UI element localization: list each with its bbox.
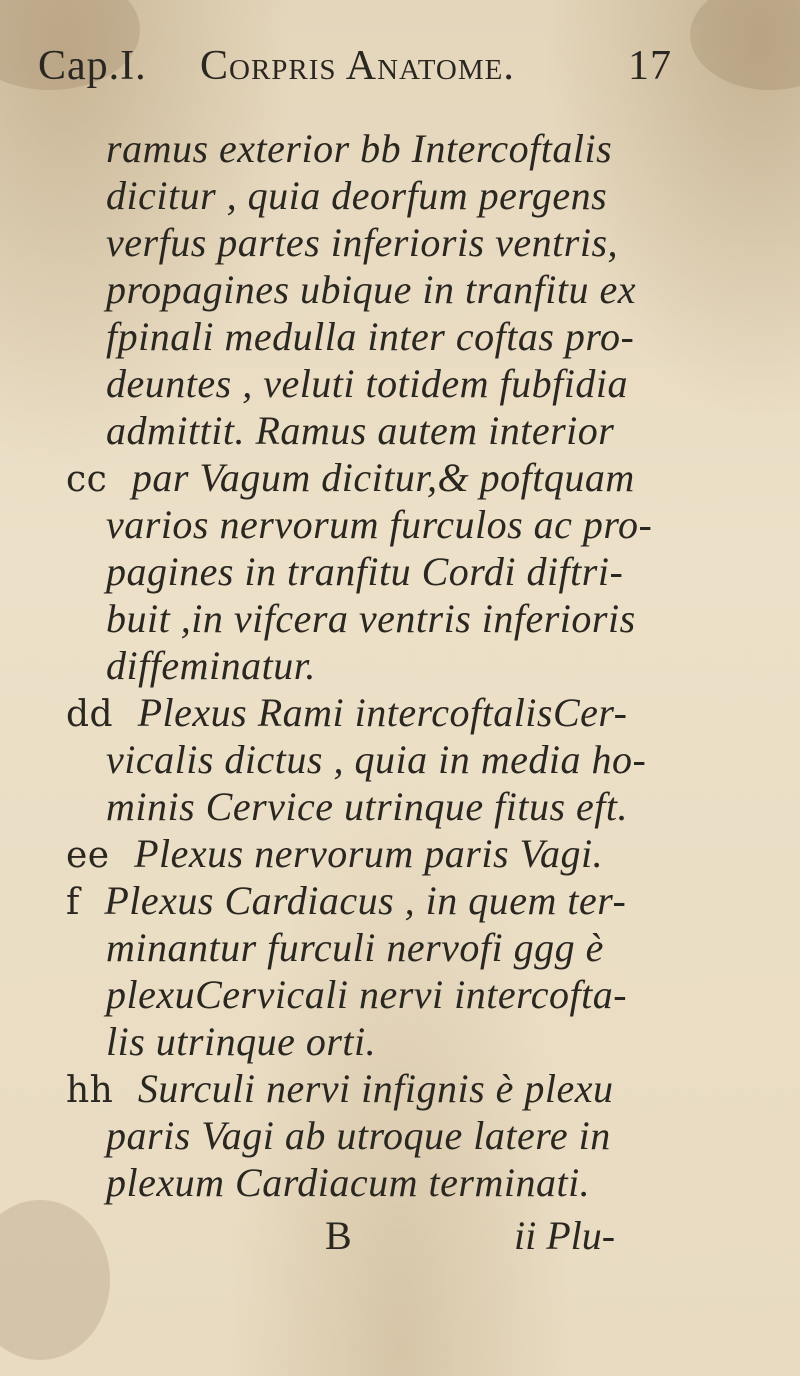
text-line xyxy=(106,642,316,689)
line-text: Plexus Rami intercoftalisCer- xyxy=(137,690,628,735)
catchword: ii Plu- xyxy=(514,1213,616,1258)
line-text: deuntes , veluti totidem fubfidia xyxy=(106,361,628,406)
chapter-label: Cap.I. xyxy=(38,43,147,89)
running-header xyxy=(20,42,740,102)
text-line xyxy=(106,1018,376,1065)
text-line xyxy=(106,1112,611,1159)
text-line xyxy=(106,501,652,548)
text-line xyxy=(106,219,618,266)
text-line xyxy=(106,924,604,971)
text-line xyxy=(106,313,634,360)
text-line xyxy=(66,1065,614,1112)
line-text: paris Vagi ab utroque latere in xyxy=(106,1113,611,1158)
text-line xyxy=(106,971,627,1018)
line-text: vicalis dictus , quia in media ho- xyxy=(106,737,647,782)
line-text: plexuCervicali nervi intercofta- xyxy=(106,972,628,1017)
text-line xyxy=(106,407,614,454)
line-text: Plexus nervorum paris Vagi. xyxy=(134,831,604,876)
text-line xyxy=(106,548,623,595)
line-text: fpinali medulla inter coftas pro- xyxy=(106,314,635,359)
signature-mark: B xyxy=(325,1213,352,1258)
running-title: Corpris Anatome. xyxy=(200,43,515,89)
page-number: 17 xyxy=(628,43,672,89)
line-text: admittit. Ramus autem interior xyxy=(106,408,615,453)
figure-label: f xyxy=(66,882,80,923)
figure-label: dd xyxy=(66,694,114,735)
text-line xyxy=(106,783,628,830)
line-text: diffeminatur. xyxy=(106,643,316,688)
text-line xyxy=(66,830,603,877)
line-text: lis utrinque orti. xyxy=(106,1019,377,1064)
line-text: Surculi nervi infignis è plexu xyxy=(137,1066,614,1111)
line-text: minantur furculi nervofi ggg è xyxy=(106,925,604,970)
line-text: verfus partes inferioris ventris, xyxy=(106,220,619,265)
text-line xyxy=(106,172,607,219)
figure-label: hh xyxy=(66,1070,114,1111)
line-text: Plexus Cardiacus , in quem ter- xyxy=(104,878,627,923)
text-line xyxy=(106,266,636,313)
line-text: propagines ubique in tranfitu ex xyxy=(106,267,637,312)
text-line xyxy=(66,454,635,501)
line-text: pagines in tranfitu Cordi diftri- xyxy=(106,549,624,594)
text-line xyxy=(106,360,628,407)
text-line xyxy=(106,1159,590,1206)
line-text: ramus exterior bb Intercoftalis xyxy=(106,126,613,171)
text-line xyxy=(66,689,628,736)
text-line xyxy=(106,125,612,172)
line-text: varios nervorum furculos ac pro- xyxy=(106,502,653,547)
text-line xyxy=(106,736,646,783)
text-line xyxy=(66,877,626,924)
line-text: par Vagum dicitur,& poftquam xyxy=(131,455,635,500)
line-text: buit ,in vifcera ventris inferioris xyxy=(106,596,636,641)
figure-label: cc xyxy=(66,459,108,500)
line-text: dicitur , quia deorfum pergens xyxy=(106,173,608,218)
text-line xyxy=(106,595,636,642)
line-text: plexum Cardiacum terminati. xyxy=(106,1160,591,1205)
line-text: minis Cervice utrinque fitus eft. xyxy=(106,784,628,829)
figure-label: ee xyxy=(66,835,110,876)
paper-stain xyxy=(0,1200,110,1360)
